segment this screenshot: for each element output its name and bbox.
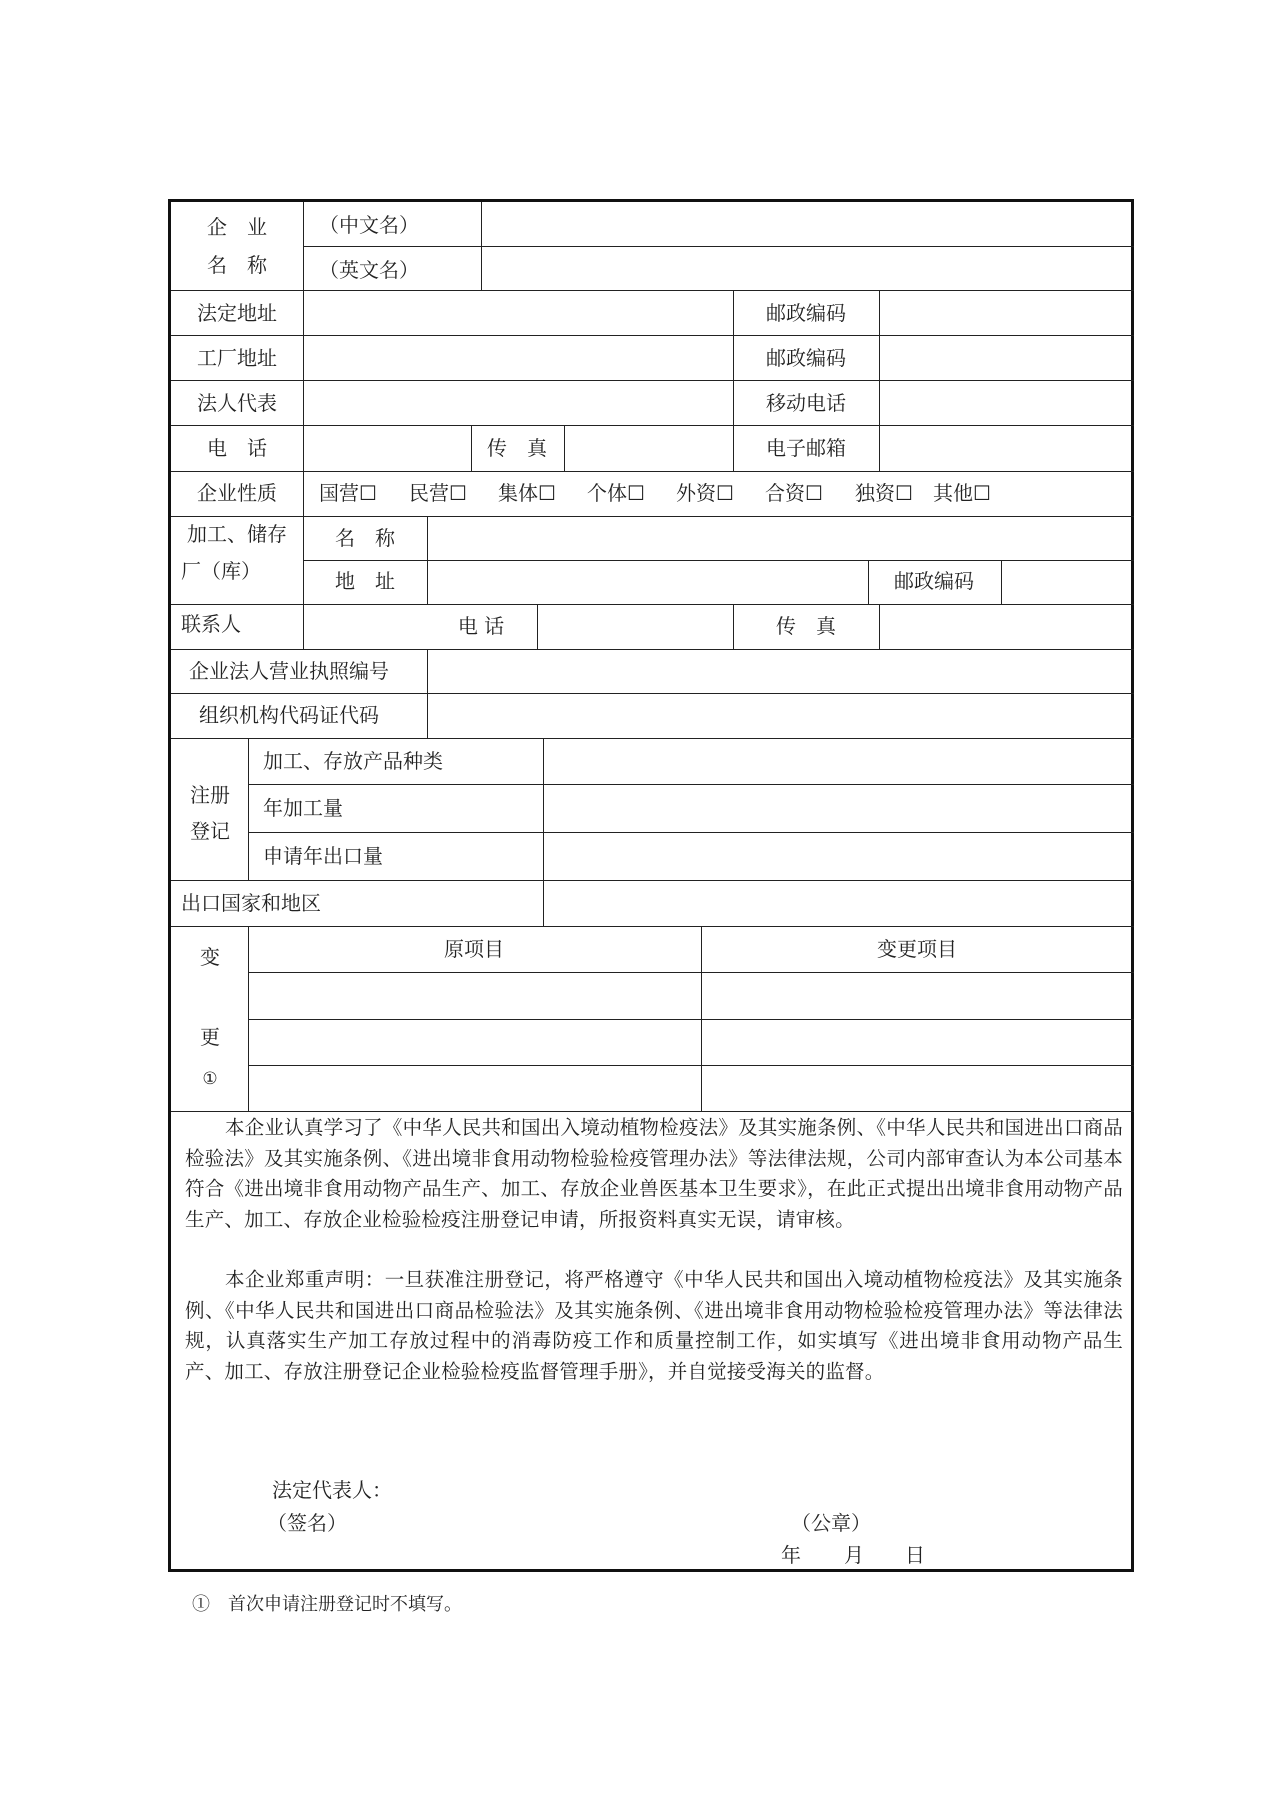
line-reg-2 bbox=[248, 832, 1134, 833]
line-col-708-postal bbox=[879, 290, 880, 471]
line-row-8 bbox=[171, 649, 1134, 650]
registration-form bbox=[168, 199, 1134, 1572]
line-col-77-change bbox=[248, 926, 249, 1111]
line-col-562-postal bbox=[733, 290, 734, 471]
line-reg-1 bbox=[248, 784, 1134, 785]
date-day-label: 日 bbox=[905, 1543, 925, 1567]
org-code-label: 组织机构代码证代码 bbox=[199, 703, 379, 727]
mobile-label: 移动电话 bbox=[766, 391, 846, 415]
enterprise-type-label: 企业性质 bbox=[197, 481, 277, 505]
option-sole-proprietorship[interactable]: 独资☐ bbox=[855, 481, 913, 505]
line-row-11 bbox=[171, 880, 1134, 881]
line-col-530-change bbox=[701, 926, 702, 1111]
line-row-4 bbox=[171, 425, 1134, 426]
option-state-owned[interactable]: 国营☐ bbox=[319, 481, 377, 505]
reg-item-annual-export: 申请年出口量 bbox=[263, 844, 383, 868]
declaration-paragraph-1: 本企业认真学习了《中华人民共和国出入境动植物检疫法》及其实施条例、《中华人民共和国进出口商品检验法》及其实施条例、《进出境非食用动物检验检疫管理办法》等法律法规，公司内部审查认为本公司基本符合《进出境非食用动物产品生产、加工、存放企业兽医基本卫生要求》，在此正式提出出境非食用动物产品生产、加工、存放企业检验检疫注册登记申请，所报资料真实无误，请审核。 bbox=[185, 1116, 1123, 1231]
changes-label-2: 更 bbox=[200, 1025, 220, 1049]
line-row-9 bbox=[171, 693, 1134, 694]
chinese-name-label: （中文名） bbox=[319, 213, 419, 237]
legal-rep-label: 法人代表 bbox=[197, 391, 277, 415]
option-other[interactable]: 其他☐ bbox=[933, 481, 991, 505]
line-row-6 bbox=[171, 516, 1134, 517]
line-change-3 bbox=[248, 1065, 1134, 1066]
line-col-77-reg bbox=[248, 738, 249, 880]
company-name-label-1: 企 业 bbox=[207, 215, 267, 239]
legal-rep-signature-label: 法定代表人： bbox=[272, 1478, 392, 1502]
export-regions-label: 出口国家和地区 bbox=[181, 891, 321, 915]
factory-address-postcode-label: 邮政编码 bbox=[766, 346, 846, 370]
fax-label: 传 真 bbox=[487, 436, 547, 460]
line-col-366-contact bbox=[537, 604, 538, 649]
seal-label: （公章） bbox=[791, 1511, 871, 1535]
line-row-3 bbox=[171, 380, 1134, 381]
storage-plant-label-2: 厂（库） bbox=[181, 559, 261, 583]
changed-item-header: 变更项目 bbox=[877, 937, 957, 961]
line-col-372-reg bbox=[543, 738, 544, 926]
option-private[interactable]: 民营☐ bbox=[409, 481, 467, 505]
line-col-310-name bbox=[481, 202, 482, 290]
changes-label-1: 变 bbox=[200, 945, 220, 969]
line-row-7 bbox=[171, 604, 1134, 605]
storage-plant-label-1: 加工、储存 bbox=[187, 522, 287, 546]
option-joint-venture[interactable]: 合资☐ bbox=[765, 481, 823, 505]
business-license-label: 企业法人营业执照编号 bbox=[189, 659, 389, 683]
registration-label-1: 注册 bbox=[190, 783, 230, 807]
contact-fax-label: 传 真 bbox=[776, 614, 836, 638]
option-collective[interactable]: 集体☐ bbox=[498, 481, 556, 505]
contact-label: 联系人 bbox=[181, 612, 241, 636]
declaration-paragraph-2: 本企业郑重声明：一旦获准注册登记，将严格遵守《中华人民共和国出入境动植物检疫法》及其实施条例、《中华人民共和国进出口商品检验法》及其实施条例、《进出境非食用动物检验检疫管理办法》等法律法规，认真落实生产加工存放过程中的消毒防疫工作和质量控制工作，如实填写《进出境非食用动物产品生产、加工、存放注册登记企业检验检疫监督管理手册》，并自觉接受海关的监督。 bbox=[185, 1268, 1123, 1383]
factory-address-label: 工厂地址 bbox=[197, 346, 277, 370]
line-col-132-c bbox=[303, 604, 304, 649]
legal-address-label: 法定地址 bbox=[197, 301, 277, 325]
line-col-256-license bbox=[427, 649, 428, 738]
changes-footnote-mark: ① bbox=[202, 1069, 218, 1089]
english-name-label: （英文名） bbox=[319, 258, 419, 282]
storage-postcode-label: 邮政编码 bbox=[894, 569, 974, 593]
line-col-562-contact bbox=[733, 604, 734, 649]
line-row-1 bbox=[171, 290, 1134, 291]
registration-label-2: 登记 bbox=[190, 819, 230, 843]
line-row-10 bbox=[171, 738, 1134, 739]
storage-name-label: 名 称 bbox=[335, 526, 395, 550]
line-row-12 bbox=[171, 926, 1134, 927]
reg-item-annual-processing: 年加工量 bbox=[263, 796, 343, 820]
line-col-256-storage bbox=[427, 516, 428, 604]
line-col-830-postal bbox=[1001, 560, 1002, 604]
option-foreign[interactable]: 外资☐ bbox=[676, 481, 734, 505]
contact-phone-label: 电 话 bbox=[457, 614, 505, 638]
signature-label: （签名） bbox=[267, 1511, 347, 1535]
phone-label: 电 话 bbox=[207, 436, 267, 460]
line-change-2 bbox=[248, 1019, 1134, 1020]
line-col-132-b bbox=[303, 516, 304, 604]
line-change-1 bbox=[248, 972, 1134, 973]
line-col-708-contact bbox=[879, 604, 880, 649]
line-col-132-a bbox=[303, 202, 304, 516]
date-year-label: 年 bbox=[781, 1543, 801, 1567]
storage-address-label: 地 址 bbox=[335, 569, 395, 593]
line-col-393-fax bbox=[564, 425, 565, 471]
date-month-label: 月 bbox=[844, 1543, 864, 1567]
line-col-697-postal bbox=[868, 560, 869, 604]
original-item-header: 原项目 bbox=[444, 937, 504, 961]
email-label: 电子邮箱 bbox=[766, 436, 846, 460]
line-row-5 bbox=[171, 471, 1134, 472]
footnote: ① 首次申请注册登记时不填写。 bbox=[192, 1594, 462, 1615]
line-col-300-phone bbox=[471, 425, 472, 471]
line-row-2 bbox=[171, 335, 1134, 336]
reg-item-product-types: 加工、存放产品种类 bbox=[263, 749, 443, 773]
company-name-label-2: 名 称 bbox=[207, 253, 267, 277]
option-individual[interactable]: 个体☐ bbox=[587, 481, 645, 505]
legal-address-postcode-label: 邮政编码 bbox=[766, 301, 846, 325]
line-name-mid bbox=[303, 246, 1134, 247]
